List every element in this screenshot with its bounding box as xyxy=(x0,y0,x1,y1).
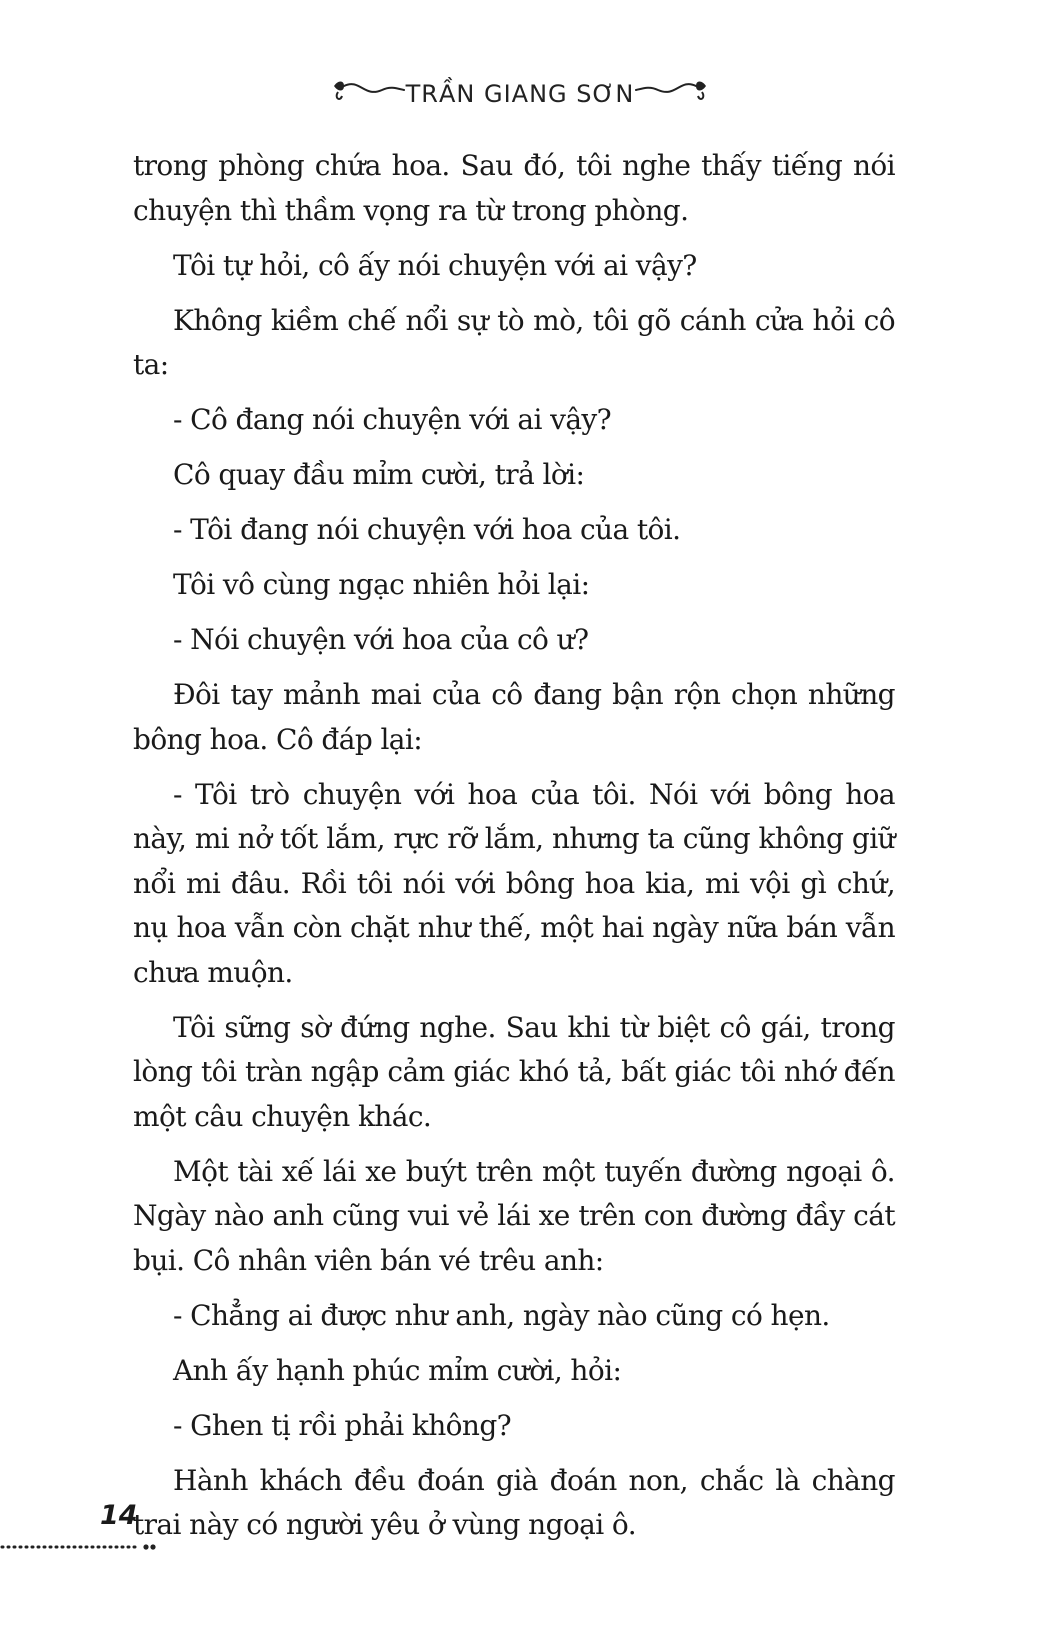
paragraph-5: Cô quay đầu mỉm cười, trả lời: xyxy=(173,458,585,491)
paragraph-4: - Cô đang nói chuyện với ai vậy? xyxy=(173,403,612,436)
right-flourish-ornament xyxy=(630,74,710,114)
paragraph-14: Anh ấy hạnh phúc mỉm cười, hỏi: xyxy=(173,1353,622,1387)
paragraph-11: Tôi sững sờ đứng nghe. Sau khi từ biệt cô gái, trong lòng tôi tràn ngập cảm giác khó tả, bất giác tôi nhớ đến một câu chuyện khác. xyxy=(133,1010,895,1133)
paragraph-10: - Tôi trò chuyện với hoa của tôi. Nói với bông hoa này, mi nở tốt lắm, rực rỡ lắm, nhưng ta cũng không giữ nổi mi đâu. Rồi tôi nói với bông hoa kia, mi vội gì chứ, nụ hoa vẫn còn chặt như thế, một hai ngày nữa bán vẫn chưa muộn. xyxy=(133,777,895,989)
paragraph-13: - Chẳng ai được như anh, ngày nào cũng có hẹn. xyxy=(173,1298,830,1332)
running-title: TRẦN GIANG SƠN xyxy=(405,80,635,108)
paragraph-16: Hành khách đều đoán già đoán non, chắc là chàng trai này có người yêu ở vùng ngoại ô. xyxy=(133,1463,895,1541)
page-body xyxy=(133,144,895,1558)
dotted-rule xyxy=(0,1542,160,1552)
paragraph-8: - Nói chuyện với hoa của cô ư? xyxy=(173,623,589,656)
paragraph-15: - Ghen tị rồi phải không? xyxy=(173,1408,512,1442)
paragraph-9: Đôi tay mảnh mai của cô đang bận rộn chọn những bông hoa. Cô đáp lại: xyxy=(133,678,895,756)
paragraph-6: - Tôi đang nói chuyện với hoa của tôi. xyxy=(173,513,681,546)
running-header xyxy=(0,74,1040,114)
paragraph-2: Tôi tự hỏi, cô ấy nói chuyện với ai vậy? xyxy=(173,248,697,282)
page-footer xyxy=(0,1500,240,1560)
paragraph-7: Tôi vô cùng ngạc nhiên hỏi lại: xyxy=(173,568,590,601)
paragraph-1: trong phòng chứa hoa. Sau đó, tôi nghe thấy tiếng nói chuyện thì thầm vọng ra từ trong phòng. xyxy=(133,149,895,227)
paragraph-12: Một tài xế lái xe buýt trên một tuyến đường ngoại ô. Ngày nào anh cũng vui vẻ lái xe trên con đường đầy cát bụi. Cô nhân viên bán vé trêu anh: xyxy=(133,1154,895,1277)
page-number: 14 xyxy=(100,1500,138,1531)
paragraph-3: Không kiềm chế nổi sự tò mò, tôi gõ cánh cửa hỏi cô ta: xyxy=(133,303,895,381)
